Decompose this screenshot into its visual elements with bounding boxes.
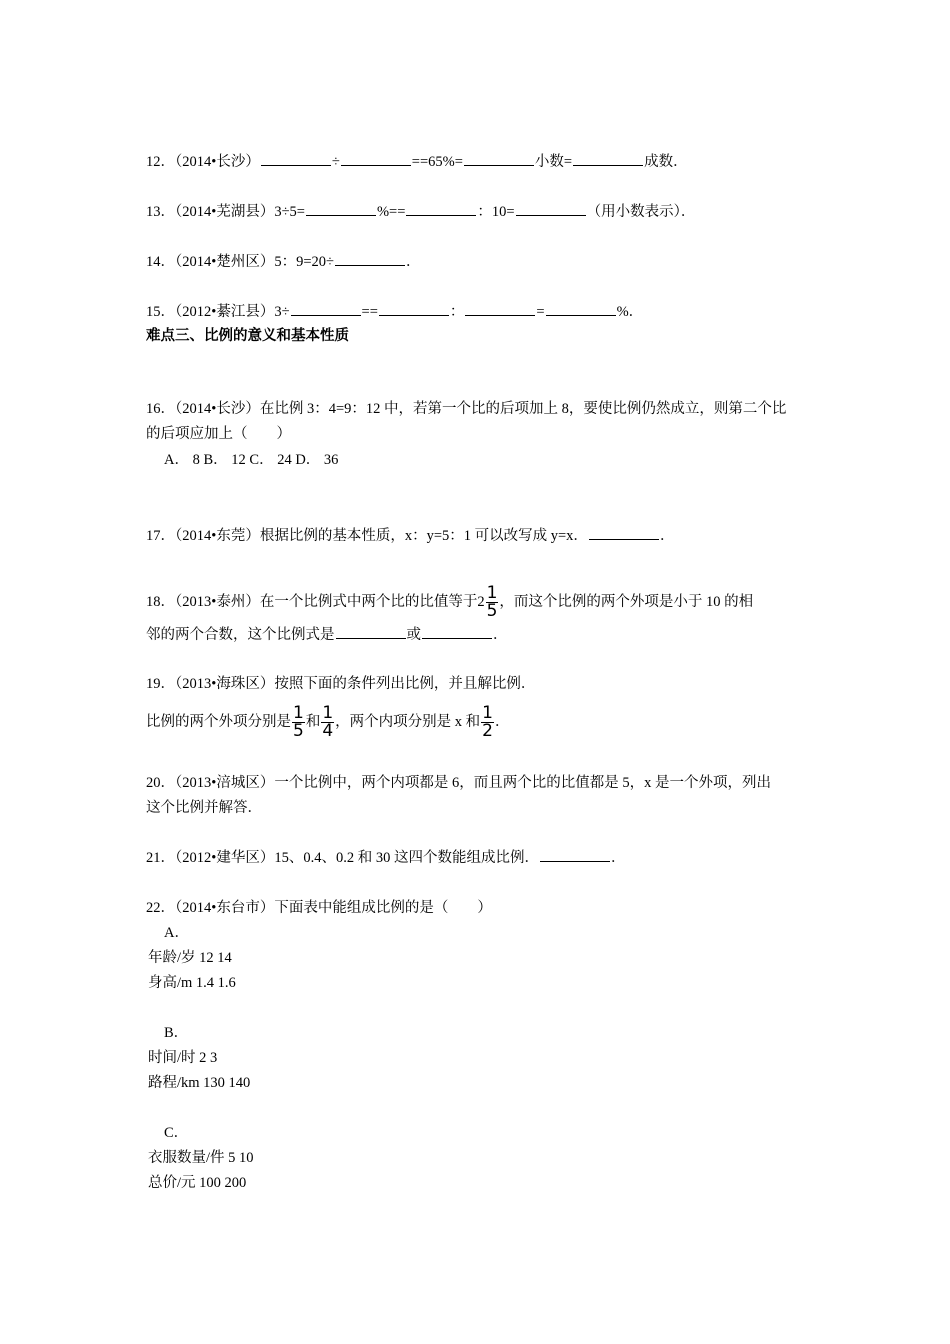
question-19-line2: 比例的两个外项分别是 $\frac{1}{5}$ 和 $\frac{1}{4}$ ，两个内项分别是 x 和 $\frac{1}{2}$ ．: [146, 703, 510, 741]
answer-blank[interactable]: [589, 525, 659, 540]
option-a-row2: 身高/m 1.4 1.6: [148, 975, 236, 991]
option-c-row1: 衣服数量/件 5 10: [148, 1150, 254, 1166]
question-19-line1: 19．（2013•海珠区）按照下面的条件列出比例，并且解比例．: [146, 676, 536, 692]
fraction: $\frac{1}{2}$: [482, 703, 493, 741]
option-c-label: C．: [164, 1125, 189, 1141]
answer-blank[interactable]: [335, 251, 405, 266]
option-a-label: A．: [164, 925, 189, 941]
answer-blank[interactable]: [464, 151, 534, 166]
answer-blank[interactable]: [465, 301, 535, 316]
question-18-line1: 18．（2013•泰州）在一个比例式中两个比的比值等于2 $\frac{1}{5}$ ，而这个比例的两个外项是小于 10 的相: [146, 583, 754, 621]
answer-blank[interactable]: [336, 624, 406, 639]
question-12: 12．（2014•长沙） ÷ ==65%= 小数= 成数．: [146, 151, 688, 172]
question-17: 17．（2014•东莞）根据比例的基本性质，x：y=5：1 可以改写成 y=x． ．: [146, 525, 674, 546]
question-20-line2: 这个比例并解答．: [146, 800, 262, 816]
fraction: $\frac{1}{4}$: [322, 703, 334, 741]
question-22-stem: 22．（2014•东台市）下面表中能组成比例的是（ ）: [146, 900, 492, 916]
fraction: $\frac{1}{5}$: [293, 703, 304, 741]
question-21: 21．（2012•建华区）15、0.4、0.2 和 30 这四个数能组成比例． ．: [146, 847, 625, 868]
question-16-line1: 16．（2014•长沙）在比例 3：4=9：12 中，若第一个比的后项加上 8，要使比例仍然成立，则第二个比: [146, 401, 787, 417]
answer-blank[interactable]: [546, 301, 616, 316]
question-18-line2: 邻的两个合数，这个比例式是 或 ．: [146, 624, 508, 645]
answer-blank[interactable]: [291, 301, 361, 316]
mixed-fraction: $\frac{1}{5}$: [486, 583, 498, 621]
answer-blank[interactable]: [379, 301, 449, 316]
answer-blank[interactable]: [422, 624, 492, 639]
question-15: 15．（2012•綦江县）3÷ == ： = %．: [146, 301, 643, 322]
option-b-row1: 时间/时 2 3: [148, 1050, 218, 1066]
option-b-label: B．: [164, 1025, 189, 1041]
answer-blank[interactable]: [540, 847, 610, 862]
question-16-line2: 的后项应加上（ ）: [146, 426, 291, 442]
answer-blank[interactable]: [306, 201, 376, 216]
answer-blank[interactable]: [341, 151, 411, 166]
question-20-line1: 20．（2013•涪城区）一个比例中，两个内项都是 6，而且两个比的比值都是 5，x 是一个外项，列出: [146, 775, 771, 791]
answer-blank[interactable]: [261, 151, 331, 166]
question-16-options: A． 8 B． 12 C． 24 D． 36: [164, 452, 339, 468]
option-c-row2: 总价/元 100 200: [148, 1175, 247, 1191]
answer-blank[interactable]: [573, 151, 643, 166]
question-13: 13．（2014•芜湖县）3÷5= %== ：10= （用小数表示）．: [146, 201, 695, 222]
section-heading: 难点三、比例的意义和基本性质: [146, 328, 349, 344]
option-b-row2: 路程/km 130 140: [148, 1075, 251, 1091]
question-14: 14．（2014•楚州区）5：9=20÷ ．: [146, 251, 420, 272]
answer-blank[interactable]: [516, 201, 586, 216]
answer-blank[interactable]: [406, 201, 476, 216]
option-a-row1: 年龄/岁 12 14: [148, 950, 232, 966]
